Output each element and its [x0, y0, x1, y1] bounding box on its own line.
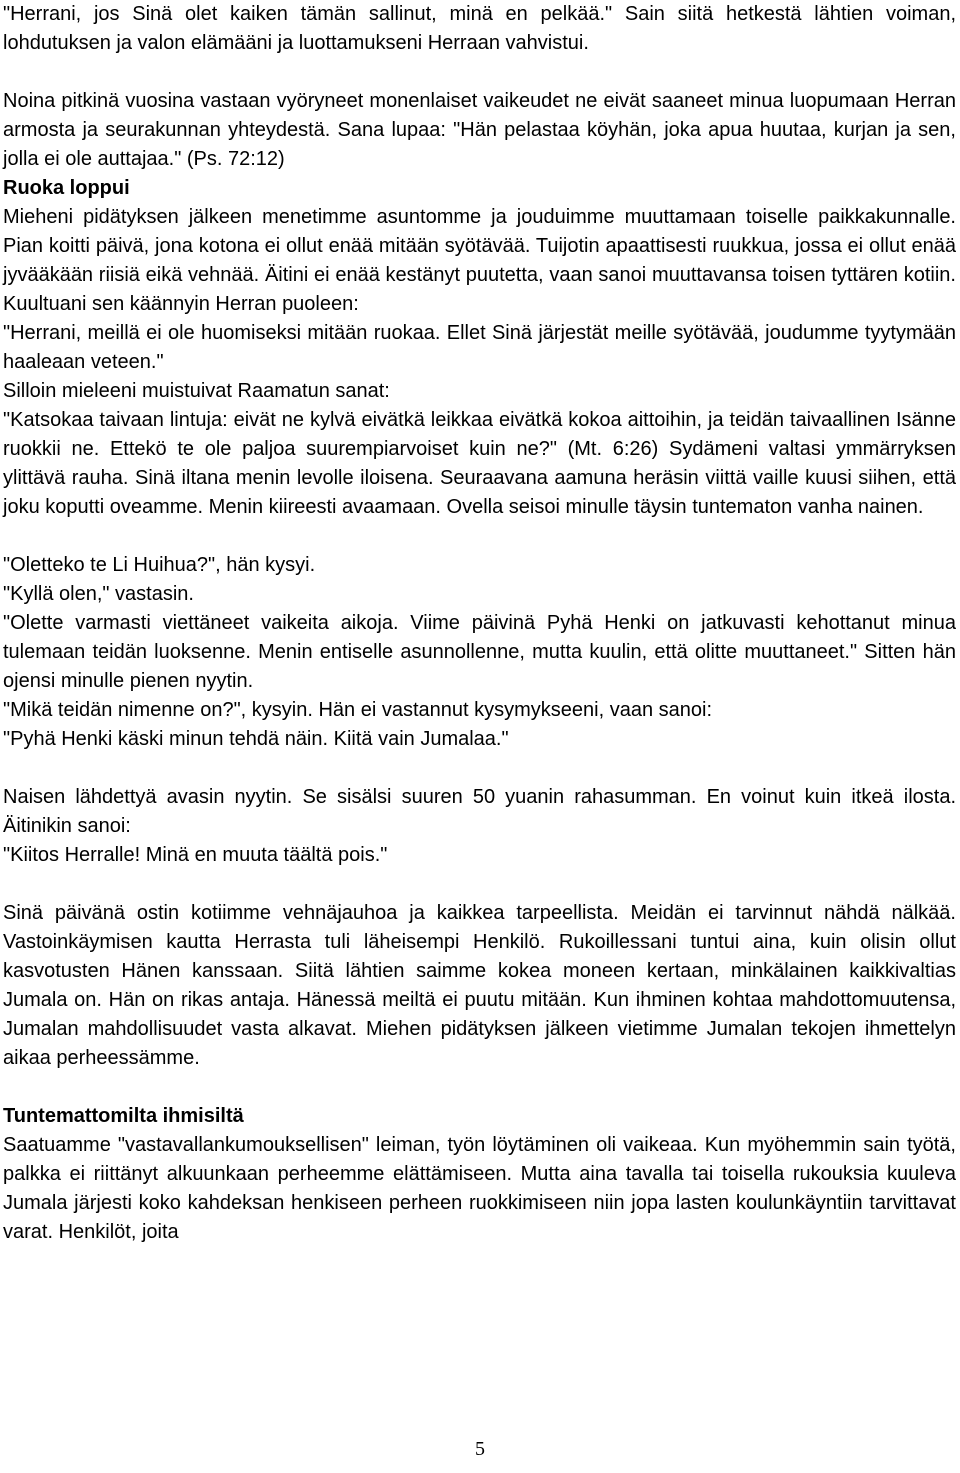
paragraph: "Kyllä olen," vastasin. [3, 583, 194, 605]
paragraph: Naisen lähdettyä avasin nyytin. Se sisälsi suuren 50 yuanin rahasumman. En voinut kuin itkeä ilosta. Äitinikin sanoi: [3, 786, 956, 837]
paragraph: Mieheni pidätyksen jälkeen menetimme asuntomme ja jouduimme muuttamaan toiselle paikkakunnalle. Pian koitti päivä, jona kotona ei ollut enää mitään syötävää. Tuijotin apaattisesti ruukkua, jossa ei ollut enää jyvääkään riisiä eikä vehnää. Äitini ei enää kestänyt puutetta, vaan sanoi muuttavansa toisen tyttären kotiin. Kuultuani sen käännyin Herran puoleen: [3, 206, 956, 315]
paragraph-gap [3, 1073, 956, 1102]
page-number: 5 [475, 1438, 485, 1460]
section-heading-tuntemattomilta-ihmisilta: Tuntemattomilta ihmisiltä [3, 1105, 244, 1127]
paragraph: "Herrani, meillä ei ole huomiseksi mitään ruokaa. Ellet Sinä järjestät meille syötävää, joudumme tyytymään haaleaan veteen." [3, 322, 956, 373]
paragraph: Saatuamme "vastavallankumouksellisen" leiman, työn löytäminen oli vaikeaa. Kun myöhemmin sain työtä, palkka ei riittänyt alkuunkaan perheemme elättämiseen. Mutta aina tavalla tai toisella rukouksia kuuleva Jumala järjesti koko kahdeksan henkiseen perheen ruokkimiseen niin jopa lasten koulunkäyntiin tarvittavat varat. Henkilöt, joita [3, 1134, 956, 1243]
paragraph-gap [3, 870, 956, 899]
paragraph: "Pyhä Henki käski minun tehdä näin. Kiitä vain Jumalaa." [3, 728, 509, 750]
paragraph-gap [3, 754, 956, 783]
paragraph: "Olette varmasti viettäneet vaikeita aikoja. Viime päivinä Pyhä Henki on jatkuvasti kehottanut minua tulemaan teidän luoksenne. Menin entiselle asunnollenne, mutta kuulin, että olitte muuttaneet." Sitten hän ojensi minulle pienen nyytin. [3, 612, 956, 692]
paragraph: Silloin mieleeni muistuivat Raamatun sanat: [3, 380, 390, 402]
paragraph: "Oletteko te Li Huihua?", hän kysyi. [3, 554, 316, 576]
paragraph: "Mikä teidän nimenne on?", kysyin. Hän ei vastannut kysymykseeni, vaan sanoi: [3, 699, 713, 721]
paragraph: "Kiitos Herralle! Minä en muuta täältä pois." [3, 844, 388, 866]
paragraph-gap [3, 522, 956, 551]
section-heading-ruoka-loppui: Ruoka loppui [3, 177, 130, 199]
paragraph: Sinä päivänä ostin kotiimme vehnäjauhoa ja kaikkea tarpeellista. Meidän ei tarvinnut nähdä nälkää. Vastoinkäymisen kautta Herrasta tuli läheisempi Henkilö. Rukoillessani tuntui aina, kuin olisin ollut kasvotusten Hänen kanssaan. Siitä lähtien saimme kokea moneen kertaan, minkälainen kaikkivaltias Jumala on. Hän on rikas antaja. Hänessä meiltä ei puutu mitään. Kun ihminen kohtaa mahdottomuutensa, Jumalan mahdollisuudet vasta alkavat. Miehen pidätyksen jälkeen vietimme Jumalan tekojen ihmettelyn aikaa perheessämme. [3, 902, 956, 1069]
document-page [3, 0, 956, 1247]
paragraph: "Katsokaa taivaan lintuja: eivät ne kylvä eivätkä leikkaa eivätkä kokoa aittoihin, ja teidän taivaallinen Isänne ruokkii ne. Ettekö te ole paljoa suurempiarvoiset kuin ne?" (Mt. 6:26) Sydämeni valtasi ymmärryksen ylittävä rauha. Sinä iltana menin levolle iloisena. Seuraavana aamuna heräsin viittä vaille kuusi siihen, että joku koputti oveamme. Menin kiireesti avaamaan. Ovella seisoi minulle täysin tuntematon vanha nainen. [3, 409, 956, 518]
paragraph: "Herrani, jos Sinä olet kaiken tämän sallinut, minä en pelkää." Sain siitä hetkestä lähtien voiman, lohdutuksen ja valon elämääni ja luottamukseni Herraan vahvistui. [3, 3, 956, 54]
paragraph-gap [3, 58, 956, 87]
paragraph: Noina pitkinä vuosina vastaan vyöryneet monenlaiset vaikeudet ne eivät saaneet minua luopumaan Herran armosta ja seurakunnan yhteydestä. Sana lupaa: "Hän pelastaa köyhän, joka apua huutaa, kurjan ja sen, jolla ei ole auttajaa." (Ps. 72:12) [3, 90, 956, 170]
